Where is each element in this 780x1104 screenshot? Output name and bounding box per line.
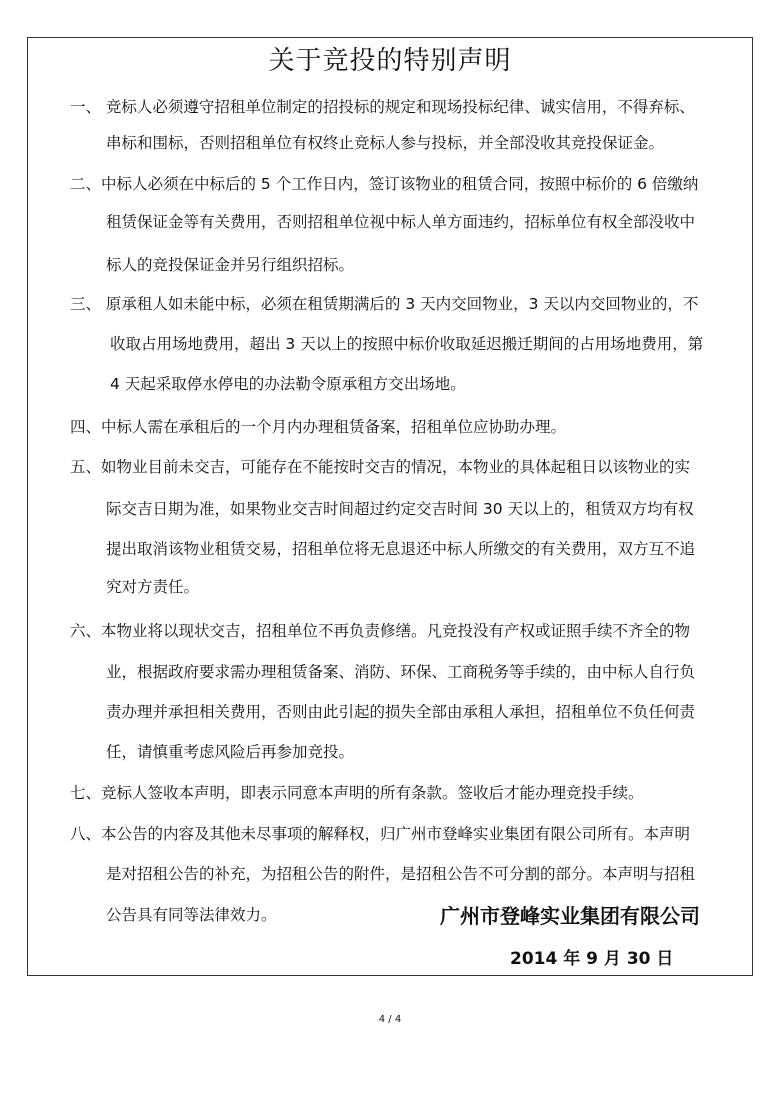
clause-8-line-2: 是对招租公告的补充，为招租公告的附件，是招租公告不可分割的部分。本声明与招租: [106, 865, 696, 883]
clause-5-line-3: 提出取消该物业租赁交易，招租单位将无息退还中标人所缴交的有关费用，双方互不追: [106, 540, 696, 558]
clause-5-line-2: 际交吉日期为准，如果物业交吉时间超过约定交吉时间 30 天以上的，租赁双方均有权: [106, 500, 694, 518]
clause-8-line-3: 公告具有同等法律效力。: [106, 906, 277, 924]
clause-2-line-1: 二、中标人必须在中标后的 5 个工作日内，签订该物业的租赁合同，按照中标价的 6 倍缴纳: [70, 175, 699, 193]
clause-1-line-1: 一、 竞标人必须遵守招租单位制定的招投标的规定和现场投标纪律、诚实信用，不得弃标、: [70, 98, 695, 116]
page-number: 4 / 4: [378, 1014, 402, 1025]
clause-6-line-3: 责办理并承担相关费用，否则由此引起的损失全部由承租人承担，招租单位不负任何责: [106, 703, 696, 721]
document-title: 关于竞投的特别声明: [268, 46, 512, 76]
clause-4-line-1: 四、中标人需在承租后的一个月内办理租赁备案，招租单位应协助办理。: [70, 418, 567, 436]
clause-3-line-1: 三、 原承租人如未能中标，必须在租赁期满后的 3 天内交回物业，3 天以内交回物业的，不: [70, 295, 699, 313]
clause-2-line-2: 租赁保证金等有关费用，否则招租单位视中标人单方面违约，招标单位有权全部没收中: [106, 213, 696, 231]
clause-7-line-1: 七、竞标人签收本声明，即表示同意本声明的所有条款。签收后才能办理竞投手续。: [70, 784, 644, 802]
clause-5-line-4: 究对方责任。: [106, 578, 200, 596]
signature-date: 2014 年 9 月 30 日: [510, 949, 674, 969]
clause-6-line-4: 任，请慎重考虑风险后再参加竞投。: [106, 743, 355, 761]
clause-1-line-2: 串标和围标，否则招租单位有权终止竞标人参与投标，并全部没收其竞投保证金。: [106, 134, 665, 152]
clause-5-line-1: 五、如物业目前未交吉，可能存在不能按时交吉的情况，本物业的具体起租日以该物业的实: [70, 458, 691, 476]
clause-3-line-2: 收取占用场地费用，超出 3 天以上的按照中标价收取延迟搬迁期间的占用场地费用，第: [110, 335, 704, 353]
clause-8-line-1: 八、本公告的内容及其他未尽事项的解释权，归广州市登峰实业集团有限公司所有。本声明: [70, 825, 691, 843]
clause-6-line-1: 六、本物业将以现状交吉，招租单位不再负责修缮。凡竞投没有产权或证照手续不齐全的物: [70, 622, 691, 640]
signature-company: 广州市登峰实业集团有限公司: [440, 904, 700, 928]
clause-2-line-3: 标人的竞投保证金并另行组织招标。: [106, 256, 355, 274]
clause-3-line-3: 4 天起采取停水停电的办法勒令原承租方交出场地。: [110, 375, 466, 393]
clause-6-line-2: 业，根据政府要求需办理租赁备案、消防、环保、工商税务等手续的，由中标人自行负: [106, 663, 696, 681]
